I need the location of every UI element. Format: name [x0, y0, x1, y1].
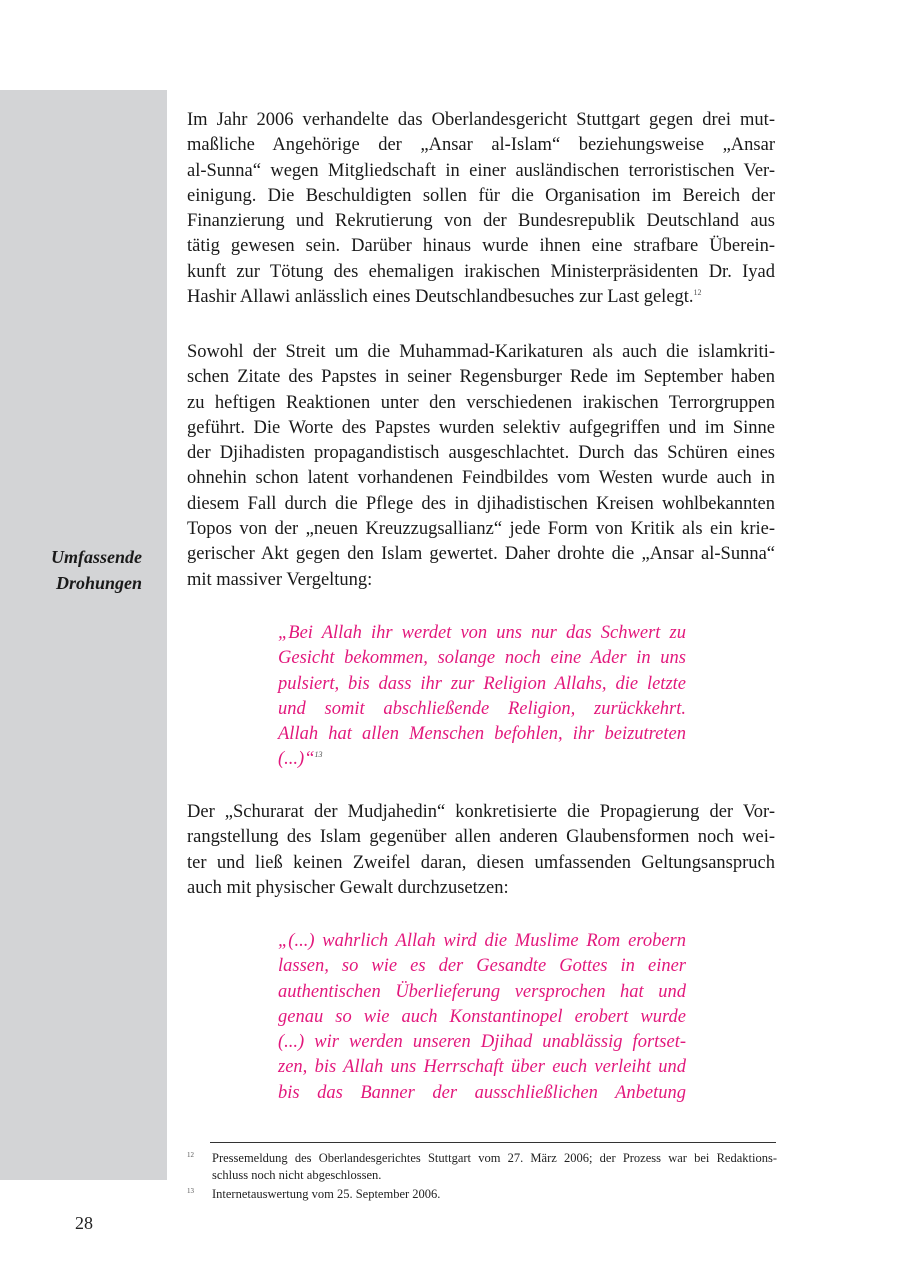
- text-line: schen Zitate des Papstes in seiner Regensburger Rede im September haben: [187, 367, 775, 388]
- text-line: diesem Fall durch die Pflege des in djihadistischen Kreisen wohlbekannten: [187, 493, 775, 514]
- quote-line: authentischen Überlieferung versprochen hat und: [278, 981, 686, 1002]
- text-line: ter und ließ keinen Zweifel daran, diesen umfassenden Geltungsanspruch: [187, 852, 775, 873]
- paragraph-1: [187, 108, 775, 310]
- footnote-divider: [210, 1142, 776, 1143]
- paragraph-3: [187, 800, 775, 901]
- quote-line: und somit abschließende Religion, zurückkehrt.: [278, 698, 686, 719]
- margin-note-line: Umfassende: [51, 547, 142, 567]
- text-line: auch mit physischer Gewalt durchzusetzen:: [187, 877, 509, 898]
- block-quote-1: [278, 621, 686, 773]
- quote-line-content: (...)“: [278, 749, 315, 770]
- text-line: Der „Schurarat der Mudjahedin“ konkretisierte die Propagierung der Vor-: [187, 802, 775, 822]
- text-line: Im Jahr 2006 verhandelte das Oberlandesgericht Stuttgart gegen drei mut-: [187, 110, 775, 130]
- text-line: Finanzierung und Rekrutierung von der Bundesrepublik Deutschland aus: [187, 211, 775, 232]
- block-quote-2: [278, 929, 686, 1106]
- text-line: Topos von der „neuen Kreuzzugsallianz“ jede Form von Kritik als ein krie-: [187, 519, 775, 540]
- sidebar-band: [0, 90, 167, 1180]
- quote-line: genau so wie auch Konstantinopel erobert wurde: [278, 1006, 686, 1027]
- quote-line: zen, bis Allah uns Herrschaft über euch verleiht und: [278, 1057, 686, 1078]
- footnote-line: Internetauswertung vom 25. September 2006.: [212, 1187, 441, 1201]
- text-line: geführt. Die Worte des Papstes wurden selektiv aufgegriffen und im Sinne: [187, 417, 775, 438]
- quote-line: „(...) wahrlich Allah wird die Muslime Rom erobern: [278, 931, 686, 951]
- quote-line: (...) wir werden unseren Djihad unablässig fortset-: [278, 1032, 686, 1053]
- text-line: maßliche Angehörige der „Ansar al-Islam“ beziehungsweise „Ansar: [187, 135, 775, 156]
- footnote-line: Pressemeldung des Oberlandesgerichtes Stuttgart vom 27. März 2006; der Prozess war bei Redaktions-: [212, 1151, 777, 1165]
- quote-line: lassen, so wie es der Gesandte Gottes in einer: [278, 956, 686, 977]
- footnote: [187, 1186, 777, 1203]
- text-line: tätig gewesen sein. Darüber hinaus wurde ihnen eine strafbare Überein-: [187, 236, 775, 257]
- paragraph-2: [187, 340, 775, 593]
- text-line: Sowohl der Streit um die Muhammad-Karikaturen als auch die islamkriti-: [187, 342, 775, 362]
- text-line: ohnehin schon latent vorhandenen Feindbildes vom Westen wurde auch in: [187, 468, 775, 489]
- text-line: einigung. Die Beschuldigten sollen für die Organisation im Bereich der: [187, 185, 775, 206]
- margin-note-line: Drohungen: [55, 573, 142, 593]
- footnote-line: schluss noch nicht abgeschlossen.: [212, 1168, 382, 1182]
- text-line: al-Sunna“ wegen Mitgliedschaft in einer ausländischen terroristischen Ver-: [187, 160, 775, 181]
- quote-line: pulsiert, bis dass ihr zur Religion Allahs, die letzte: [278, 673, 686, 694]
- quote-line: [278, 747, 686, 772]
- quote-line: „Bei Allah ihr werdet von uns nur das Schwert zu: [278, 623, 686, 643]
- quote-line: bis das Banner der ausschließlichen Anbetung: [278, 1082, 686, 1103]
- footnote-number: 12: [187, 1151, 194, 1159]
- footnote-ref: 13: [314, 750, 323, 760]
- footnote-text: [212, 1150, 777, 1184]
- text-line: kunft zur Tötung des ehemaligen irakischen Ministerpräsidenten Dr. Iyad: [187, 261, 775, 282]
- footnote: [187, 1150, 777, 1184]
- margin-note: [30, 544, 142, 596]
- footnote-text: [212, 1186, 777, 1203]
- quote-line: Allah hat allen Menschen befohlen, ihr beizutreten: [278, 724, 686, 745]
- text-line: zu heftigen Reaktionen unter den verschiedenen irakischen Terrorgruppen: [187, 392, 775, 413]
- text-line: [187, 285, 775, 310]
- text-line: rangstellung des Islam gegenüber allen anderen Glaubensformen noch wei-: [187, 827, 775, 848]
- footnote-number: 13: [187, 1187, 194, 1195]
- quote-line: Gesicht bekommen, solange noch eine Ader in uns: [278, 648, 686, 669]
- text-line: mit massiver Vergeltung:: [187, 569, 373, 590]
- text-line: gerischer Akt gegen den Islam gewertet. Daher drohte die „Ansar al-Sunna“: [187, 544, 775, 565]
- footnote-ref: 12: [693, 288, 702, 298]
- page-number: 28: [75, 1213, 93, 1233]
- text-line: der Djihadisten propagandistisch ausgeschlachtet. Durch das Schüren eines: [187, 443, 775, 464]
- text-line-content: Hashir Allawi anlässlich eines Deutschlandbesuches zur Last gelegt.: [187, 287, 694, 308]
